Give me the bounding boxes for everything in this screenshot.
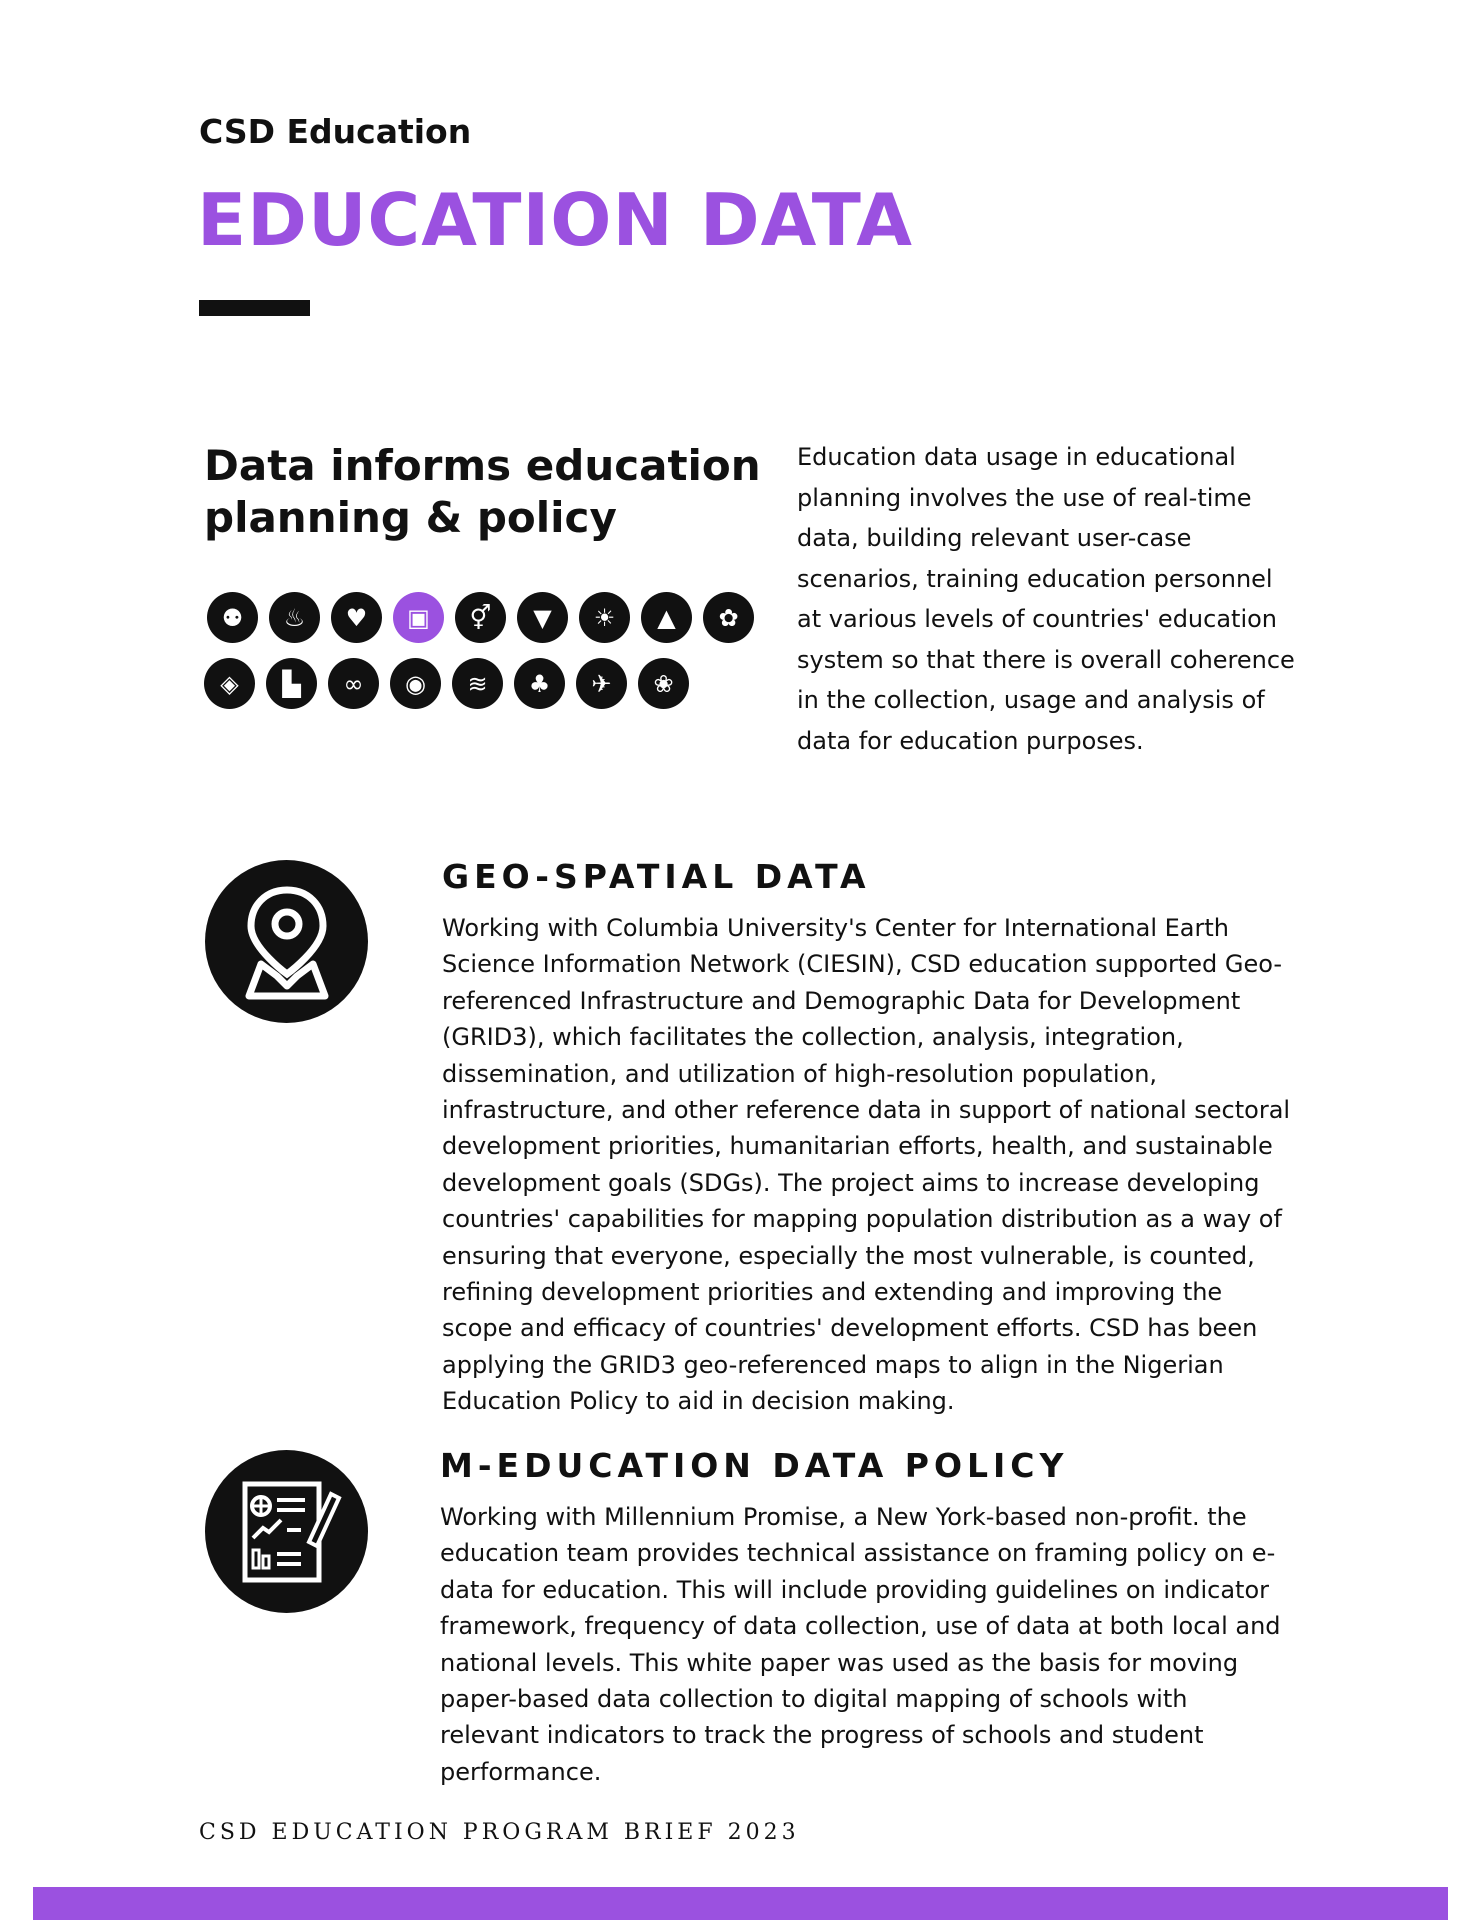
m-education-heading: M-EDUCATION DATA POLICY (440, 1446, 1069, 1485)
sdg-6-clean-water-icon: ▼ (517, 592, 568, 643)
sdg-13-climate-action-icon: ◉ (390, 658, 441, 709)
page-title: EDUCATION DATA (197, 178, 913, 262)
sdg-2-zero-hunger-icon: ♨ (269, 592, 320, 643)
sdg-5-gender-equality-icon: ⚥ (455, 592, 506, 643)
intro-subheading: Data informs education planning & policy (204, 441, 761, 542)
sdg-3-good-health-icon: ♥ (331, 592, 382, 643)
sdg-17-partnerships-icon: ❀ (638, 658, 689, 709)
sdg-11-sustainable-cities-icon: ▙ (266, 658, 317, 709)
sdg-14-life-below-water-icon: ≋ (452, 658, 503, 709)
geo-spatial-paragraph: Working with Columbia University's Center for International Earth Science Information Network (CIESIN), CSD education supported Geo-referenced Infrastructure and Demographic Data for Development (GRID3), which facilitates the collection, analysis, integration, dissemination, and utilization of high-resolution population, infrastructure, and other reference data in support of national sectoral development priorities, humanitarian efforts, health, and sustainable development goals (SDGs). The project aims to increase developing countries' capabilities for mapping population distribution as a way of ensuring that everyone, especially the most vulnerable, is counted, refining development priorities and extending and improving the scope and efficacy of countries' development efforts. CSD has been applying the GRID3 geo-referenced maps to align in the Nigerian Education Policy to aid in decision making. (442, 914, 1291, 1416)
sdg-8-decent-work-icon: ▲ (641, 592, 692, 643)
sdg-16-peace-justice-icon: ✈ (576, 658, 627, 709)
policy-document-icon (205, 1450, 368, 1613)
map-pin-icon (205, 860, 368, 1023)
sdg-9-industry-innovation-icon: ✿ (703, 592, 754, 643)
sdg-10-reduced-inequalities-icon: ◈ (204, 658, 255, 709)
sdg-15-life-on-land-icon: ♣ (514, 658, 565, 709)
title-underline (199, 300, 310, 316)
sdg-12-responsible-consumption-icon: ∞ (328, 658, 379, 709)
sdg-1-no-poverty-icon: ⚉ (207, 592, 258, 643)
m-education-paragraph: Working with Millennium Promise, a New York-based non-profit. the education team provides technical assistance on framing policy on e-data for education. This will include providing guidelines on indicator framework, frequency of data collection, use of data at both local and national levels. This white paper was used as the basis for moving paper-based data collection to digital mapping of schools with relevant indicators to track the progress of schools and student performance. (440, 1503, 1281, 1786)
sdg-4-quality-education-icon: ▣ (393, 592, 444, 643)
org-label: CSD Education (199, 112, 472, 151)
intro-paragraph: Education data usage in educational planning involves the use of real-time data, building relevant user-case scenarios, training education personnel at various levels of countries' education system so that there is overall coherence in the collection, usage and analysis of data for education purposes. (797, 443, 1295, 755)
geo-spatial-heading: GEO-SPATIAL DATA (442, 857, 871, 896)
sdg-7-clean-energy-icon: ☀ (579, 592, 630, 643)
sdg-icons-row-2 (204, 658, 689, 709)
footer-text: CSD EDUCATION PROGRAM BRIEF 2023 (199, 1820, 800, 1845)
sdg-icons-row-1 (207, 592, 754, 643)
bottom-accent-bar (33, 1887, 1448, 1920)
